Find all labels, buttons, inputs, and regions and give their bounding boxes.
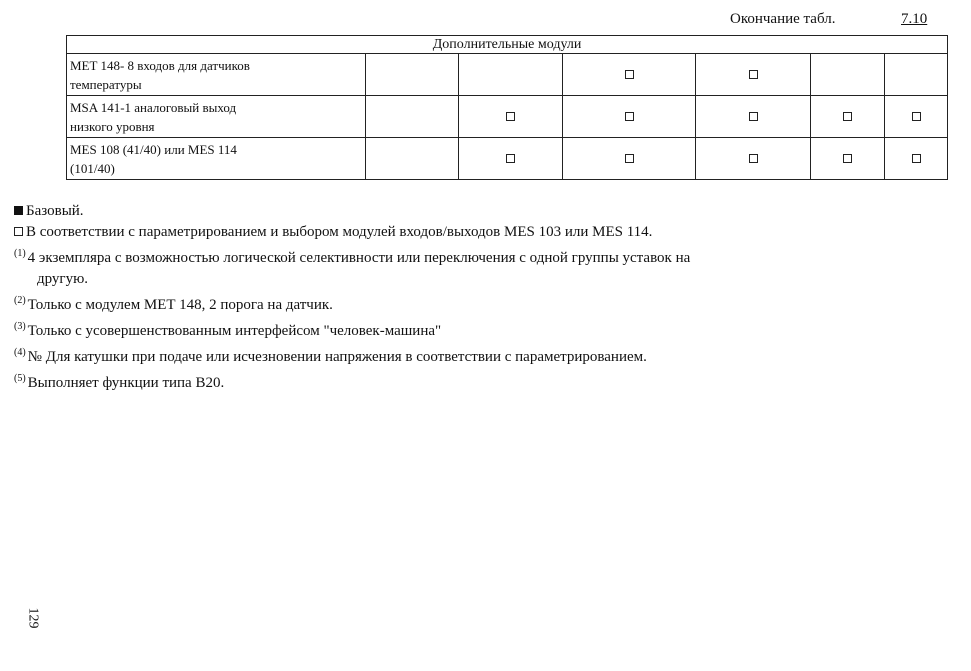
note-1 xyxy=(14,243,964,269)
optional-square-icon xyxy=(625,70,634,79)
note-text: № Для катушки при подаче или исчезновении напряжения в соответствии с параметрированием. xyxy=(27,349,647,365)
table-cell xyxy=(563,54,696,96)
footnote-marker: (5) xyxy=(14,373,26,384)
caption-label: Окончание табл. xyxy=(730,11,836,27)
row-name-line: MES 108 (41/40) или MES 114 xyxy=(70,141,237,157)
table-cell xyxy=(885,138,948,180)
note-2 xyxy=(14,290,964,316)
table-row xyxy=(67,54,948,96)
optional-square-icon xyxy=(843,154,852,163)
optional-square-icon xyxy=(749,112,758,121)
note-5 xyxy=(14,368,964,394)
table-cell xyxy=(366,54,459,96)
filled-square-icon xyxy=(14,206,23,215)
row-name-line: низкого уровня xyxy=(70,118,155,134)
table-cell xyxy=(366,138,459,180)
table-cell xyxy=(366,96,459,138)
table-cell xyxy=(696,96,811,138)
footnote-marker: (1) xyxy=(14,248,26,259)
row-name xyxy=(67,96,366,138)
row-name xyxy=(67,54,366,96)
note-text: 4 экземпляра с возможностью логической селективности или переключения с одной группы уставок на xyxy=(27,250,691,266)
table-caption xyxy=(730,11,928,28)
empty-square-icon xyxy=(14,227,23,236)
table-cell xyxy=(696,138,811,180)
table-cell xyxy=(885,96,948,138)
table-cell xyxy=(563,96,696,138)
note-text: Только с модулем MET 148, 2 порога на датчик. xyxy=(27,297,333,313)
table-row xyxy=(67,138,948,180)
note-text: В соответствии с параметрированием и выбором модулей входов/выходов MES 103 или MES 114. xyxy=(26,224,653,240)
table-cell xyxy=(811,96,885,138)
table-row xyxy=(67,96,948,138)
note-1-continuation xyxy=(14,269,964,290)
footnotes xyxy=(14,201,964,394)
optional-square-icon xyxy=(749,70,758,79)
note-4 xyxy=(14,342,964,368)
optional-square-icon xyxy=(912,112,921,121)
table-cell xyxy=(696,54,811,96)
note-text: Выполняет функции типа B20. xyxy=(27,375,225,391)
row-name-line: температуры xyxy=(70,76,142,92)
note-3 xyxy=(14,316,964,342)
table-cell xyxy=(459,138,563,180)
row-name-line: (101/40) xyxy=(70,160,115,176)
optional-square-icon xyxy=(912,154,921,163)
table-cell xyxy=(459,96,563,138)
table-header: Дополнительные модули xyxy=(67,36,948,54)
optional-square-icon xyxy=(506,154,515,163)
table-cell xyxy=(563,138,696,180)
note-text: Только с усовершенствованным интерфейсом "человек-машина" xyxy=(27,323,442,339)
note-text: Базовый. xyxy=(26,203,84,219)
note-param xyxy=(14,222,964,243)
table-cell xyxy=(459,54,563,96)
page-number: 129 xyxy=(25,607,41,629)
table-header-row xyxy=(67,36,948,54)
optional-square-icon xyxy=(625,112,634,121)
optional-square-icon xyxy=(625,154,634,163)
modules-table xyxy=(66,35,948,180)
optional-square-icon xyxy=(506,112,515,121)
optional-square-icon xyxy=(749,154,758,163)
note-text: другую. xyxy=(37,271,89,287)
optional-square-icon xyxy=(843,112,852,121)
footnote-marker: (4) xyxy=(14,347,26,358)
row-name-line: MSA 141-1 аналоговый выход xyxy=(70,99,237,115)
table-cell xyxy=(885,54,948,96)
row-name-line: MET 148- 8 входов для датчиков xyxy=(70,57,250,73)
caption-number: 7.10 xyxy=(901,11,928,27)
note-base xyxy=(14,201,964,222)
table-cell xyxy=(811,138,885,180)
footnote-marker: (3) xyxy=(14,321,26,332)
row-name xyxy=(67,138,366,180)
table-cell xyxy=(811,54,885,96)
footnote-marker: (2) xyxy=(14,295,26,306)
